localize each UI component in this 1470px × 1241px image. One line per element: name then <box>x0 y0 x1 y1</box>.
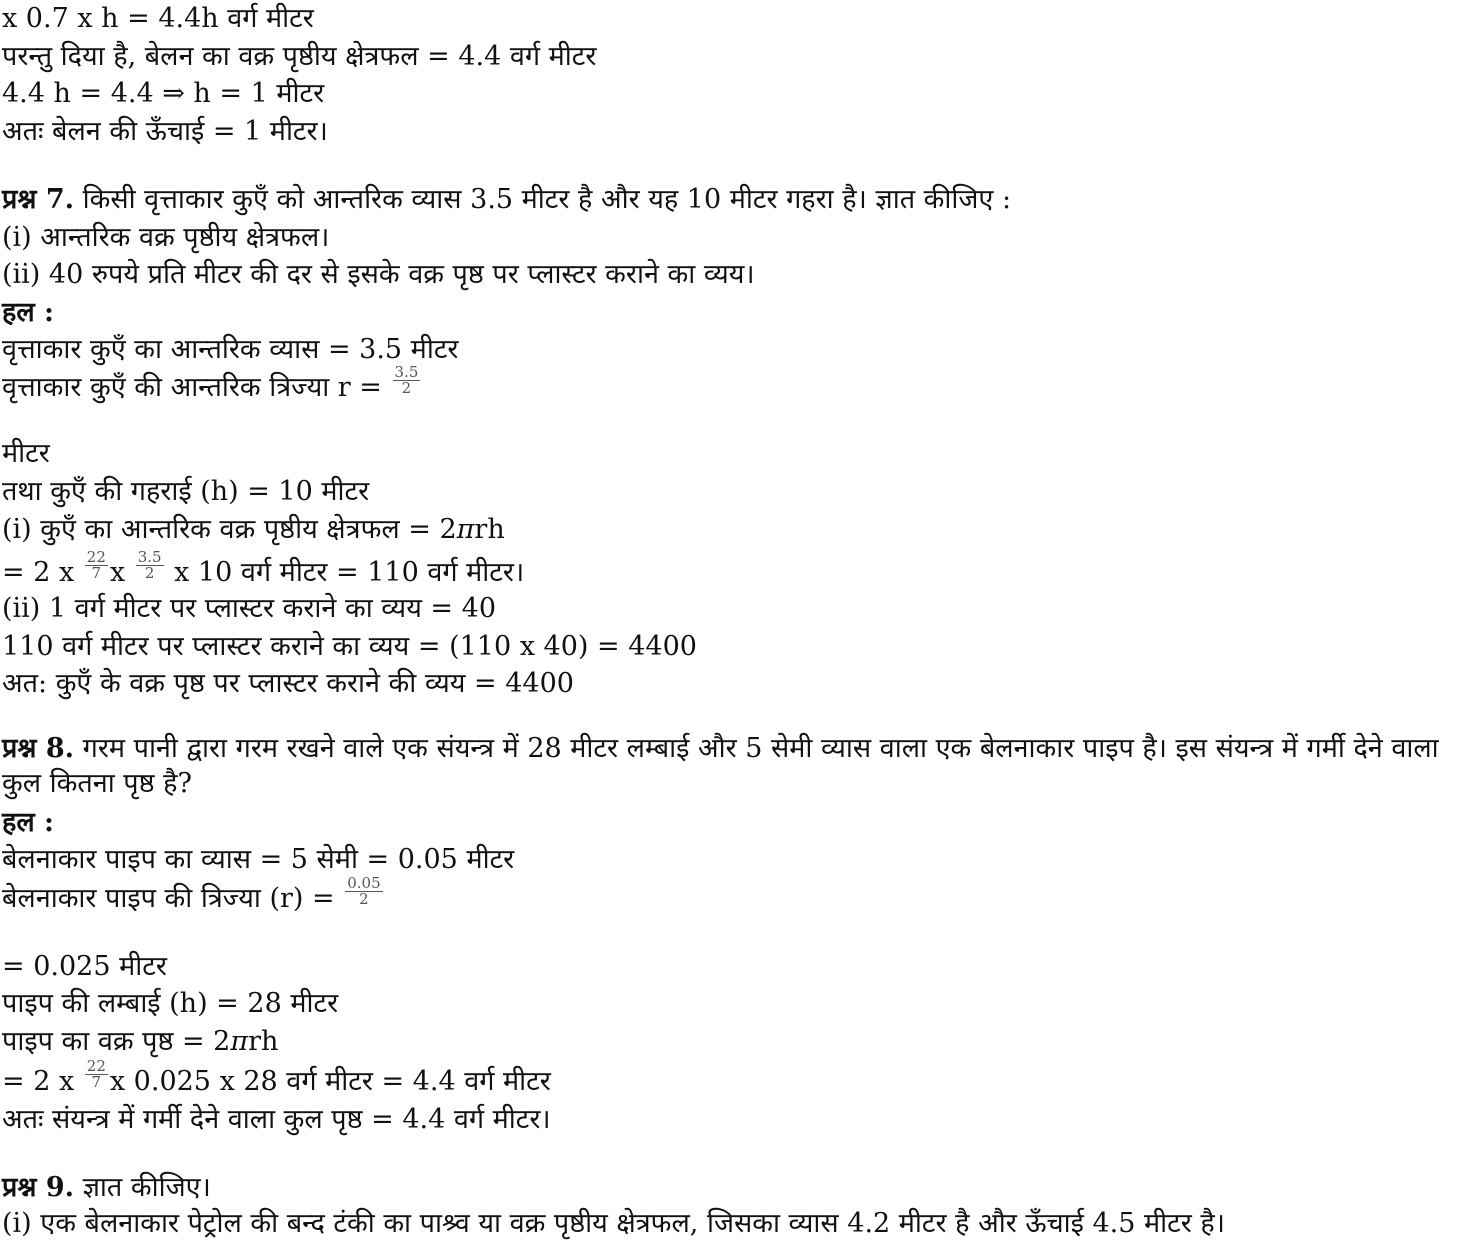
fraction-numerator: 22 <box>86 1057 106 1075</box>
fraction-denominator: 2 <box>144 564 155 582</box>
fraction-numerator: 3.5 <box>394 363 419 381</box>
question-text: ज्ञात कीजिए। <box>74 1172 211 1203</box>
solution-text: rh <box>474 514 505 545</box>
question-label: प्रश्न 8. <box>2 733 75 764</box>
fraction <box>136 550 164 581</box>
solution-line <box>2 363 422 405</box>
fraction-denominator: 7 <box>91 1073 102 1091</box>
solution-line: अत: कुएँ के वक्र पृष्ठ पर प्लास्टर कराने की व्यय = 4400 <box>2 668 574 699</box>
solution-line: (ii) 1 वर्ग मीटर पर प्लास्टर कराने का व्यय = 40 <box>2 593 496 624</box>
solution-line: मीटर <box>2 438 50 469</box>
question-label: प्रश्न 9. <box>2 1172 75 1203</box>
fraction <box>85 1059 108 1090</box>
solution-text: पाइप का वक्र पृष्ठ = 2 <box>2 1026 231 1057</box>
question-9 <box>2 1171 211 1205</box>
fraction-numerator: 0.05 <box>347 874 381 892</box>
fraction <box>393 365 421 396</box>
solution-line <box>2 1025 278 1059</box>
text-line: परन्तु दिया है, बेलन का वक्र पृष्ठीय क्षेत्रफल = 4.4 वर्ग मीटर <box>2 41 597 72</box>
solution-line <box>2 548 525 590</box>
text-line: x 0.7 x h = 4.4h वर्ग मीटर <box>2 3 314 34</box>
question-part: (i) एक बेलनाकार पेट्रोल की बन्द टंकी का पाश्र्व या वक्र पृष्ठीय क्षेत्रफल, जिसका व्यास 4.2 मीटर है और ऊँचाई 4.5 मीटर है। <box>2 1208 1225 1239</box>
solution-label: हल : <box>2 297 55 328</box>
question-7 <box>2 183 1011 217</box>
solution-text: x <box>109 557 134 588</box>
text-line: अतः बेलन की ऊँचाई = 1 मीटर। <box>2 116 328 147</box>
solution-text: वृत्ताकार कुएँ की आन्तरिक त्रिज्या r = <box>2 372 391 403</box>
fraction-denominator: 2 <box>359 890 369 908</box>
question-label: प्रश्न 7. <box>2 184 75 215</box>
solution-line: बेलनाकार पाइप का व्यास = 5 सेमी = 0.05 मीटर <box>2 844 515 875</box>
fraction-denominator: 7 <box>91 564 102 582</box>
question-part: (ii) 40 रुपये प्रति मीटर की दर से इसके वक्र पृष्ठ पर प्लास्टर कराने का व्यय। <box>2 259 755 290</box>
solution-text: = 2 x <box>2 1066 83 1097</box>
pi-symbol: π <box>456 514 475 545</box>
solution-line <box>2 513 505 547</box>
solution-text: बेलनाकार पाइप की त्रिज्या (r) = <box>2 883 344 914</box>
fraction-numerator: 3.5 <box>137 548 162 566</box>
text-line: 4.4 h = 4.4 ⇒ h = 1 मीटर <box>2 78 325 109</box>
solution-line: तथा कुएँ की गहराई (h) = 10 मीटर <box>2 476 370 507</box>
solution-text: = 2 x <box>2 557 83 588</box>
solution-text: x 0.025 x 28 वर्ग मीटर = 4.4 वर्ग मीटर <box>109 1066 551 1097</box>
question-text: गरम पानी द्वारा गरम रखने वाले एक संयन्त्र में 28 मीटर लम्बाई और 5 सेमी व्यास वाला एक बेलनाकार पाइप है। इस संयन्त्र में गर्मी देने वाला कुल कितना पृष्ठ है? <box>2 733 1439 799</box>
fraction-numerator: 22 <box>86 548 106 566</box>
solution-line: अतः संयन्त्र में गर्मी देने वाला कुल पृष्ठ = 4.4 वर्ग मीटर। <box>2 1104 551 1135</box>
solution-line <box>2 874 385 916</box>
solution-line: वृत्ताकार कुएँ का आन्तरिक व्यास = 3.5 मीटर <box>2 334 459 365</box>
solution-line: = 0.025 मीटर <box>2 951 167 982</box>
solution-line: पाइप की लम्बाई (h) = 28 मीटर <box>2 988 339 1019</box>
solution-text: (i) कुएँ का आन्तरिक वक्र पृष्ठीय क्षेत्रफल = 2 <box>2 514 457 545</box>
question-8 <box>2 731 1468 801</box>
question-text: किसी वृत्ताकार कुएँ को आन्तरिक व्यास 3.5 मीटर है और यह 10 मीटर गहरा है। ज्ञात कीजिए : <box>74 184 1012 215</box>
solution-line: 110 वर्ग मीटर पर प्लास्टर कराने का व्यय = (110 x 40) = 4400 <box>2 631 697 662</box>
solution-text: rh <box>248 1026 279 1057</box>
solution-label: हल : <box>2 807 55 838</box>
fraction <box>85 550 108 581</box>
solution-text: x 10 वर्ग मीटर = 110 वर्ग मीटर। <box>165 557 525 588</box>
pi-symbol: π <box>230 1026 249 1057</box>
fraction-denominator: 2 <box>401 379 412 397</box>
fraction <box>345 876 382 907</box>
question-part: (i) आन्तरिक वक्र पृष्ठीय क्षेत्रफल। <box>2 222 330 253</box>
solution-line <box>2 1057 551 1099</box>
